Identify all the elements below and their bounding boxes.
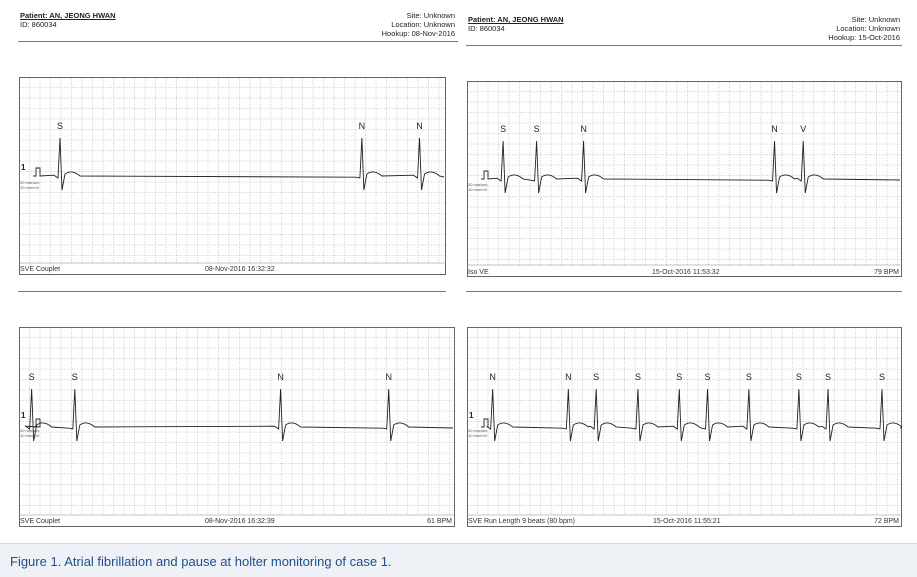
left-location: Location: Unknown xyxy=(391,20,455,29)
beat-label: S xyxy=(825,372,832,382)
right-header-rule xyxy=(466,45,902,46)
right-patient-id: ID: 860034 xyxy=(468,24,505,33)
ecg-strip-2 xyxy=(467,81,902,277)
calibration-speed: 20 mm/sec xyxy=(20,180,40,185)
event-label: Iso VE xyxy=(468,269,489,276)
heart-rate: 72 BPM xyxy=(874,518,899,525)
beat-label: S xyxy=(634,372,641,382)
lead-number: 1 xyxy=(469,411,474,420)
beat-label: N xyxy=(489,372,496,382)
ecg-grid-and-trace xyxy=(19,77,446,275)
left-patient-info xyxy=(20,11,116,29)
beat-label: S xyxy=(71,372,78,382)
right-patient-name: Patient: AN, JEONG HWAN xyxy=(468,15,564,24)
ecg-grid-and-trace xyxy=(19,327,455,527)
event-label: SVE Couplet xyxy=(20,518,61,525)
right-hookup: Hookup: 15-Oct-2016 xyxy=(828,33,900,42)
beat-label: S xyxy=(500,124,507,134)
right-site: Site: Unknown xyxy=(851,15,900,24)
calibration-speed: 20 mm/sec xyxy=(468,428,488,433)
beat-label: N xyxy=(565,372,572,382)
beat-label: S xyxy=(56,121,63,131)
ecg-grid-and-trace xyxy=(467,81,902,277)
strip-timestamp: 08-Nov-2016 16:32:32 xyxy=(205,266,275,273)
lead-number: 1 xyxy=(21,411,26,420)
beat-label: S xyxy=(533,124,540,134)
beat-label: S xyxy=(676,372,683,382)
left-hookup: Hookup: 08-Nov-2016 xyxy=(381,29,455,38)
heart-rate: 61 BPM xyxy=(427,518,452,525)
event-label: SVE Couplet xyxy=(20,266,61,273)
ecg-strip-4 xyxy=(467,327,902,527)
beat-label: N xyxy=(580,124,587,134)
right-strip-separator xyxy=(466,291,902,292)
beat-label: N xyxy=(771,124,778,134)
ecg-grid-and-trace xyxy=(467,327,902,527)
beat-label: N xyxy=(416,121,423,131)
beat-label: S xyxy=(28,372,35,382)
event-label: SVE Run Length 9 beats (80 bpm) xyxy=(468,518,576,525)
strip-timestamp: 08-Nov-2016 16:32:39 xyxy=(205,518,275,525)
left-recording-info xyxy=(320,11,455,38)
left-header-rule xyxy=(18,41,458,42)
left-strip-separator xyxy=(18,291,446,292)
beat-label: V xyxy=(800,124,807,134)
right-recording-info xyxy=(765,15,900,42)
beat-label: S xyxy=(745,372,752,382)
right-location: Location: Unknown xyxy=(836,24,900,33)
right-patient-info xyxy=(468,15,564,33)
calibration-gain: 10 mm/mV xyxy=(20,433,40,438)
strip-timestamp: 15-Oct-2016 11:53:32 xyxy=(652,269,720,276)
beat-label: S xyxy=(704,372,711,382)
figure-caption-bar xyxy=(0,543,917,577)
left-patient-name: Patient: AN, JEONG HWAN xyxy=(20,11,116,20)
strip-timestamp: 15-Oct-2016 11:55:21 xyxy=(653,518,721,525)
heart-rate: 79 BPM xyxy=(874,269,899,276)
ecg-strip-3 xyxy=(19,327,455,527)
calibration-gain: 10 mm/mV xyxy=(468,433,488,438)
calibration-speed: 20 mm/sec xyxy=(468,182,488,187)
beat-label: S xyxy=(593,372,600,382)
calibration-gain: 10 mm/mV xyxy=(20,185,40,190)
beat-label: N xyxy=(385,372,392,382)
figure-caption: Figure 1. Atrial fibrillation and pause at holter monitoring of case 1. xyxy=(10,554,392,569)
beat-label: S xyxy=(878,372,885,382)
ecg-strip-1 xyxy=(19,77,446,275)
lead-number: 1 xyxy=(21,163,26,172)
left-patient-id: ID: 860034 xyxy=(20,20,57,29)
beat-label: S xyxy=(795,372,802,382)
calibration-gain: 10 mm/mV xyxy=(468,187,488,192)
calibration-speed: 20 mm/sec xyxy=(20,428,40,433)
beat-label: N xyxy=(277,372,284,382)
beat-label: N xyxy=(358,121,366,131)
left-site: Site: Unknown xyxy=(406,11,455,20)
